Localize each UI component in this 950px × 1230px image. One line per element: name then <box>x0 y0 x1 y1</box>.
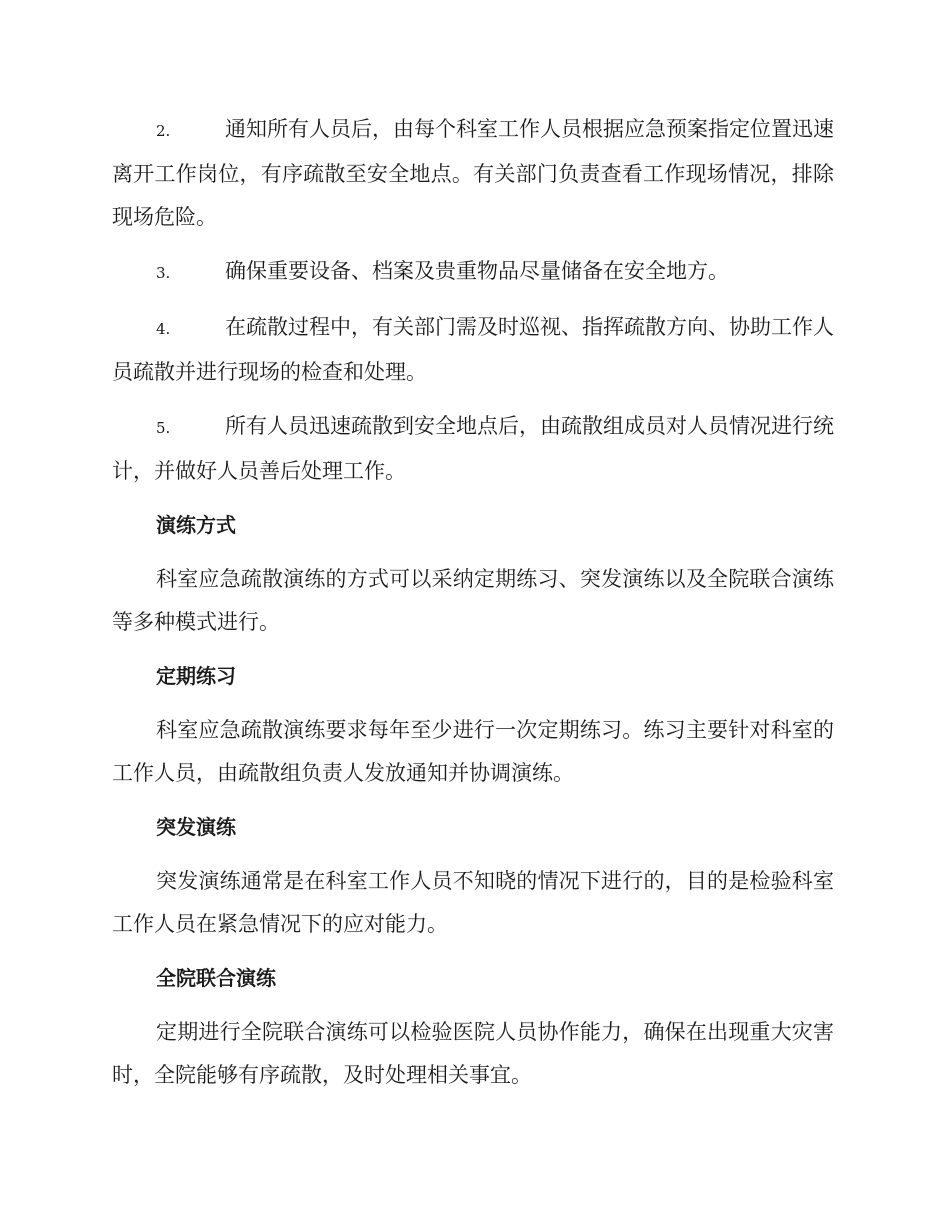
list-text: 所有人员迅速疏散到安全地点后，由疏散组成员对人员情况进行统计，并做好人员善后处理工作。 <box>112 414 834 483</box>
section-paragraph: 定期进行全院联合演练可以检验医院人员协作能力，确保在出现重大灾害时，全院能够有序疏散，及时处理相关事宜。 <box>112 1020 834 1087</box>
list-item <box>112 306 834 394</box>
section-heading: 演练方式 <box>156 513 236 537</box>
list-item <box>112 405 834 493</box>
list-number: 4. <box>156 320 171 338</box>
list-item <box>112 250 834 295</box>
section-heading: 突发演练 <box>156 815 236 839</box>
list-text: 确保重要设备、档案及贵重物品尽量储备在安全地方。 <box>225 259 729 283</box>
list-number: 2. <box>156 122 171 140</box>
section-paragraph: 突发演练通常是在科室工作人员不知晓的情况下进行的，目的是检验科室工作人员在紧急情况下的应对能力。 <box>112 869 834 936</box>
list-text: 在疏散过程中，有关部门需及时巡视、指挥疏散方向、协助工作人员疏散并进行现场的检查和处理。 <box>112 315 834 384</box>
section-paragraph: 科室应急疏散演练要求每年至少进行一次定期练习。练习主要针对科室的工作人员，由疏散组负责人发放通知并协调演练。 <box>112 718 834 785</box>
section-heading: 全院联合演练 <box>156 966 276 990</box>
document-body <box>112 108 834 1108</box>
list-item <box>112 108 834 239</box>
list-text: 通知所有人员后，由每个科室工作人员根据应急预案指定位置迅速离开工作岗位，有序疏散至安全地点。有关部门负责查看工作现场情况，排除现场危险。 <box>112 117 834 229</box>
list-number: 3. <box>156 264 171 282</box>
section-paragraph: 科室应急疏散演练的方式可以采纳定期练习、突发演练以及全院联合演练等多种模式进行。 <box>112 567 834 634</box>
list-number: 5. <box>156 419 171 437</box>
section-heading: 定期练习 <box>156 664 236 688</box>
